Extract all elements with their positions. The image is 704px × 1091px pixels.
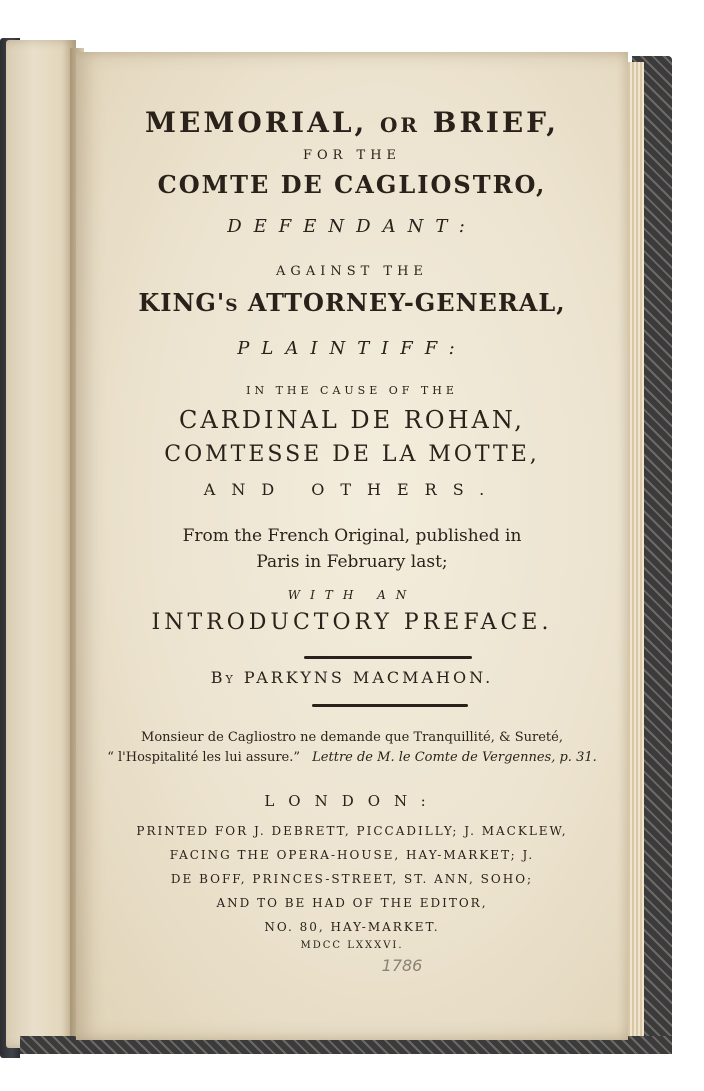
imprint-line-5: NO. 80, HAY-MARKET. — [264, 920, 440, 934]
title-paris: Paris in February last; — [256, 552, 448, 572]
epigraph-line-2 — [76, 750, 628, 765]
epigraph-source: Lettre de M. le Comte de Vergennes, p. 31. — [312, 750, 597, 765]
title-plaintiff: PLAINTIFF: — [237, 338, 467, 359]
title-french-original: From the French Original, published in — [182, 526, 522, 546]
title-comte: COMTE DE CAGLIOSTRO, — [157, 170, 547, 199]
imprint-date: MDCC LXXXVI. — [300, 940, 404, 951]
title-cardinal: CARDINAL DE ROHAN, — [179, 406, 525, 434]
author-line: By PARKYNS MACMAHON. — [210, 668, 494, 687]
title-preface: INTRODUCTORY PREFACE. — [151, 610, 553, 635]
left-page — [6, 40, 76, 1048]
main-title: MEMORIAL, or BRIEF, — [145, 106, 559, 139]
imprint-city: LONDON: — [264, 792, 440, 810]
title-in-the-cause: IN THE CAUSE OF THE — [246, 384, 458, 397]
divider-rule-top — [304, 656, 472, 659]
epigraph-line-1: Monsieur de Cagliostro ne demande que Tranquillité, & Sureté, — [141, 730, 563, 745]
imprint-line-3: DE BOFF, PRINCES-STREET, ST. ANN, SOHO; — [170, 872, 534, 886]
title-comtesse: COMTESSE DE LA MOTTE, — [164, 442, 540, 467]
title-page — [76, 52, 628, 1040]
title-and-others: AND OTHERS. — [203, 480, 501, 499]
divider-rule-bottom — [312, 704, 468, 707]
imprint-line-4: AND TO BE HAD OF THE EDITOR, — [216, 896, 488, 910]
title-for-the: FOR THE — [302, 148, 402, 163]
title-kings-attorney: KING's ATTORNEY-GENERAL, — [138, 288, 566, 317]
imprint-line-2: FACING THE OPERA-HOUSE, HAY-MARKET; J. — [169, 848, 535, 862]
epigraph-quote: “ l'Hospitalité les lui assure.” — [107, 750, 301, 765]
title-against: AGAINST THE — [276, 264, 428, 279]
handwritten-date-note: 1786 — [381, 956, 423, 975]
title-with-an: WITH AN — [287, 588, 417, 602]
imprint-line-1: PRINTED FOR J. DEBRETT, PICCADILLY; J. MACKLEW, — [136, 824, 568, 838]
title-defendant: DEFENDANT: — [227, 216, 477, 237]
